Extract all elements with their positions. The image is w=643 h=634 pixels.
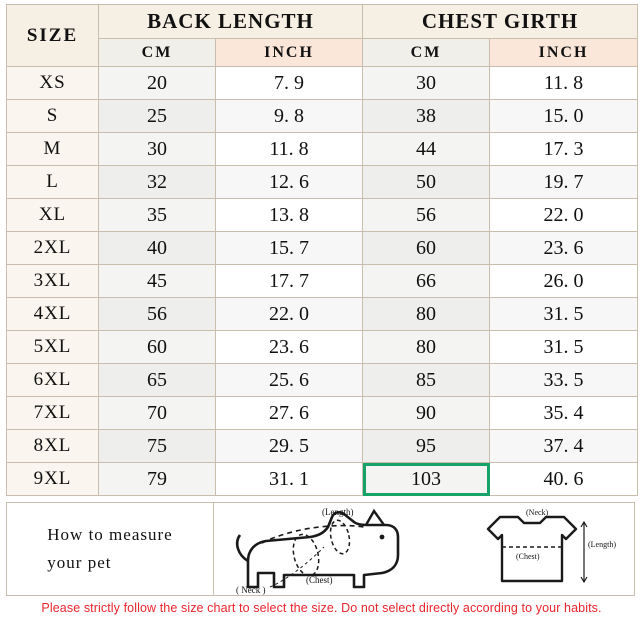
cell-chest-cm: 30 — [363, 67, 490, 100]
garment-diagram — [444, 503, 634, 595]
dog-chest-label: (Chest) — [306, 575, 333, 585]
cell-chest-inch: 31. 5 — [490, 331, 638, 364]
table-row — [7, 100, 638, 133]
cell-back-inch: 29. 5 — [216, 430, 363, 463]
cell-chest-cm: 38 — [363, 100, 490, 133]
cell-back-cm: 40 — [99, 232, 216, 265]
how-to-measure-line2: your pet — [47, 553, 112, 572]
cell-chest-inch: 35. 4 — [490, 397, 638, 430]
table-row — [7, 430, 638, 463]
cell-back-inch: 31. 1 — [216, 463, 363, 496]
garment-length-label: (Length) — [588, 540, 616, 549]
cell-back-cm: 25 — [99, 100, 216, 133]
cell-back-inch: 23. 6 — [216, 331, 363, 364]
cell-size: 7XL — [7, 397, 99, 430]
table-row — [7, 133, 638, 166]
cell-size: XL — [7, 199, 99, 232]
header-row-units — [7, 39, 638, 67]
cell-size: XS — [7, 67, 99, 100]
cell-back-inch: 13. 8 — [216, 199, 363, 232]
garment-chest-label: (Chest) — [516, 552, 540, 561]
garment-neck-label: (Neck) — [526, 508, 549, 517]
cell-back-cm: 79 — [99, 463, 216, 496]
table-row — [7, 265, 638, 298]
cell-size: 9XL — [7, 463, 99, 496]
table-row — [7, 463, 638, 496]
header-back-inch: INCH — [216, 39, 363, 67]
cell-size: 3XL — [7, 265, 99, 298]
warning-text: Please strictly follow the size chart to select the size. Do not select directly according to your habits. — [41, 601, 602, 615]
garment-outline-icon — [444, 503, 634, 595]
table-row — [7, 364, 638, 397]
table-header — [7, 5, 638, 67]
cell-back-inch: 25. 6 — [216, 364, 363, 397]
dog-diagram — [214, 503, 444, 595]
cell-chest-inch: 22. 0 — [490, 199, 638, 232]
cell-chest-inch: 33. 5 — [490, 364, 638, 397]
cell-size: S — [7, 100, 99, 133]
cell-size: 8XL — [7, 430, 99, 463]
cell-back-inch: 17. 7 — [216, 265, 363, 298]
table-row — [7, 298, 638, 331]
cell-chest-inch: 26. 0 — [490, 265, 638, 298]
cell-back-cm: 30 — [99, 133, 216, 166]
cell-back-inch: 9. 8 — [216, 100, 363, 133]
table-row — [7, 232, 638, 265]
dog-neck-label: ( Neck ) — [236, 585, 266, 595]
cell-chest-cm: 80 — [363, 298, 490, 331]
cell-chest-cm: 80 — [363, 331, 490, 364]
table-row — [7, 199, 638, 232]
table-row — [7, 331, 638, 364]
cell-chest-cm: 50 — [363, 166, 490, 199]
cell-chest-inch: 40. 6 — [490, 463, 638, 496]
table-row — [7, 67, 638, 100]
cell-back-inch: 11. 8 — [216, 133, 363, 166]
cell-chest-cm: 85 — [363, 364, 490, 397]
cell-chest-inch: 37. 4 — [490, 430, 638, 463]
cell-size: 4XL — [7, 298, 99, 331]
cell-chest-inch: 31. 5 — [490, 298, 638, 331]
cell-chest-inch: 11. 8 — [490, 67, 638, 100]
cell-size: 2XL — [7, 232, 99, 265]
header-chest-inch: INCH — [490, 39, 638, 67]
cell-back-cm: 60 — [99, 331, 216, 364]
cell-back-cm: 20 — [99, 67, 216, 100]
cell-back-cm: 65 — [99, 364, 216, 397]
cell-back-cm: 70 — [99, 397, 216, 430]
table-row — [7, 397, 638, 430]
cell-chest-cm: 56 — [363, 199, 490, 232]
how-to-measure-panel — [6, 502, 635, 596]
header-row-groups — [7, 5, 638, 39]
table-body — [7, 67, 638, 496]
cell-size: 6XL — [7, 364, 99, 397]
cell-back-cm: 32 — [99, 166, 216, 199]
cell-size: 5XL — [7, 331, 99, 364]
cell-chest-cm: 95 — [363, 430, 490, 463]
cell-back-cm: 56 — [99, 298, 216, 331]
how-to-measure-title — [7, 503, 214, 595]
table-row — [7, 166, 638, 199]
cell-chest-cm-selected[interactable]: 103 — [363, 463, 490, 496]
size-chart-table — [6, 4, 638, 496]
cell-back-cm: 45 — [99, 265, 216, 298]
cell-back-inch: 22. 0 — [216, 298, 363, 331]
header-back-cm: CM — [99, 39, 216, 67]
how-to-measure-line1: How to measure — [47, 525, 173, 544]
cell-chest-inch: 15. 0 — [490, 100, 638, 133]
cell-chest-cm: 60 — [363, 232, 490, 265]
cell-back-inch: 12. 6 — [216, 166, 363, 199]
cell-size: M — [7, 133, 99, 166]
header-chest-girth: CHEST GIRTH — [363, 5, 638, 39]
cell-chest-cm: 66 — [363, 265, 490, 298]
header-back-length: BACK LENGTH — [99, 5, 363, 39]
cell-chest-cm: 90 — [363, 397, 490, 430]
cell-back-inch: 15. 7 — [216, 232, 363, 265]
cell-back-cm: 35 — [99, 199, 216, 232]
cell-back-inch: 7. 9 — [216, 67, 363, 100]
dog-outline-icon — [214, 503, 444, 595]
cell-chest-inch: 17. 3 — [490, 133, 638, 166]
dog-length-label: (Length) — [322, 507, 354, 517]
header-chest-cm: CM — [363, 39, 490, 67]
cell-back-cm: 75 — [99, 430, 216, 463]
cell-back-inch: 27. 6 — [216, 397, 363, 430]
cell-chest-inch: 23. 6 — [490, 232, 638, 265]
cell-size: L — [7, 166, 99, 199]
cell-chest-inch: 19. 7 — [490, 166, 638, 199]
header-size: SIZE — [7, 5, 99, 67]
cell-chest-cm: 44 — [363, 133, 490, 166]
